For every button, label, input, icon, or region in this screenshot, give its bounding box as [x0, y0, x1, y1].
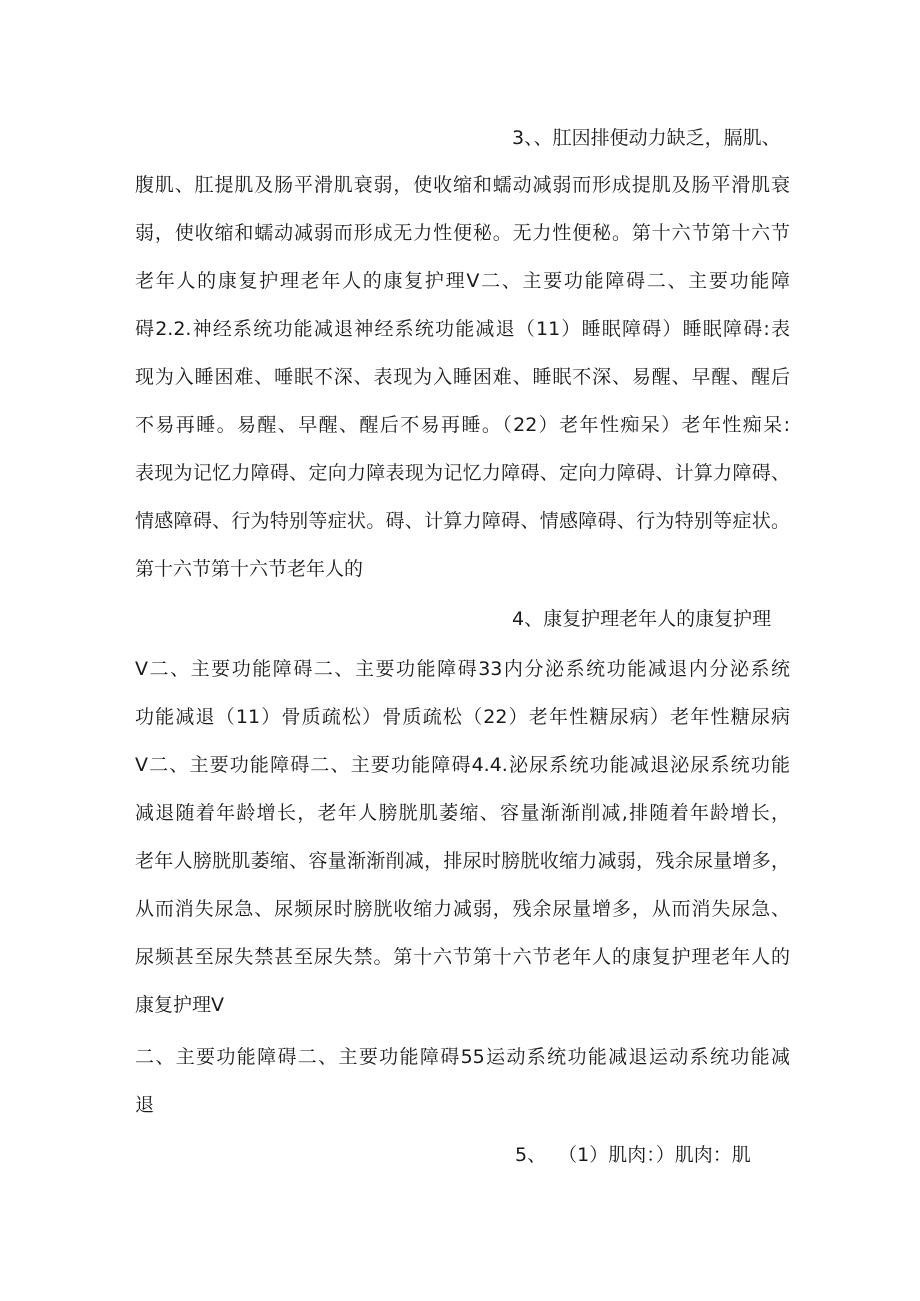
text-line-17: 从而消失尿急、尿频尿时膀胱收缩力减弱，残余尿量增多，从而消失尿急、	[135, 898, 790, 920]
text-line-11: 4、康复护理老年人的康复护理	[512, 608, 772, 630]
text-line-16: 老年人膀胱肌萎缩、容量渐渐削减，排尿时膀胱收缩力减弱，残余尿量增多，	[135, 850, 790, 872]
text-line-4: 老年人的康复护理老年人的康复护理Ⅴ二、主要功能障碍二、主要功能障	[135, 270, 790, 292]
text-line-9: 情感障碍、行为特别等症状。碍、计算力障碍、情感障碍、行为特别等症状。	[135, 510, 790, 532]
text-line-8: 表现为记忆力障碍、定向力障表现为记忆力障碍、定向力障碍、计算力障碍、	[135, 462, 790, 484]
text-line-19: 康复护理Ⅴ	[135, 994, 224, 1016]
text-line-7: 不易再睡。易醒、早醒、醒后不易再睡。（22）老年性痴呆）老年性痴呆:	[135, 414, 790, 436]
text-line-14: Ⅴ二、主要功能障碍二、主要功能障碍4.4.泌尿系统功能减退泌尿系统功能	[135, 754, 790, 776]
text-line-15: 减退随着年龄增长，老年人膀胱肌萎缩、容量渐渐削减,排随着年龄增长，	[135, 802, 790, 824]
text-line-3: 弱，使收缩和蠕动减弱而形成无力性便秘。无力性便秘。第十六节第十六节	[135, 222, 790, 244]
text-line-21: 退	[135, 1094, 155, 1116]
text-line-5: 碍2.2.神经系统功能减退神经系统功能减退（11）睡眠障碍）睡眠障碍:表	[135, 318, 790, 340]
text-line-12: Ⅴ二、主要功能障碍二、主要功能障碍33内分泌系统功能减退内分泌系统	[135, 658, 790, 680]
text-line-13: 功能减退（11）骨质疏松）骨质疏松（22）老年性糖尿病）老年性糖尿病	[135, 706, 790, 728]
text-line-10: 第十六节第十六节老年人的	[135, 558, 364, 580]
text-line-6: 现为入睡困难、唾眠不深、表现为入睡困难、睡眠不深、易醒、早醒、醒后	[135, 366, 790, 388]
text-line-2: 腹肌、肛提肌及肠平滑肌衰弱，使收缩和蠕动减弱而形成提肌及肠平滑肌衰	[135, 174, 790, 196]
text-line-1: 3、、肛因排便动力缺乏，膈肌、	[512, 127, 781, 149]
text-line-20: 二、主要功能障碍二、主要功能障碍55运动系统功能减退运动系统功能减	[135, 1046, 790, 1068]
text-line-22: 5、 （1）肌肉：）肌肉：肌	[515, 1144, 751, 1166]
text-line-18: 尿频甚至尿失禁甚至尿失禁。第十六节第十六节老年人的康复护理老年人的	[135, 946, 790, 968]
